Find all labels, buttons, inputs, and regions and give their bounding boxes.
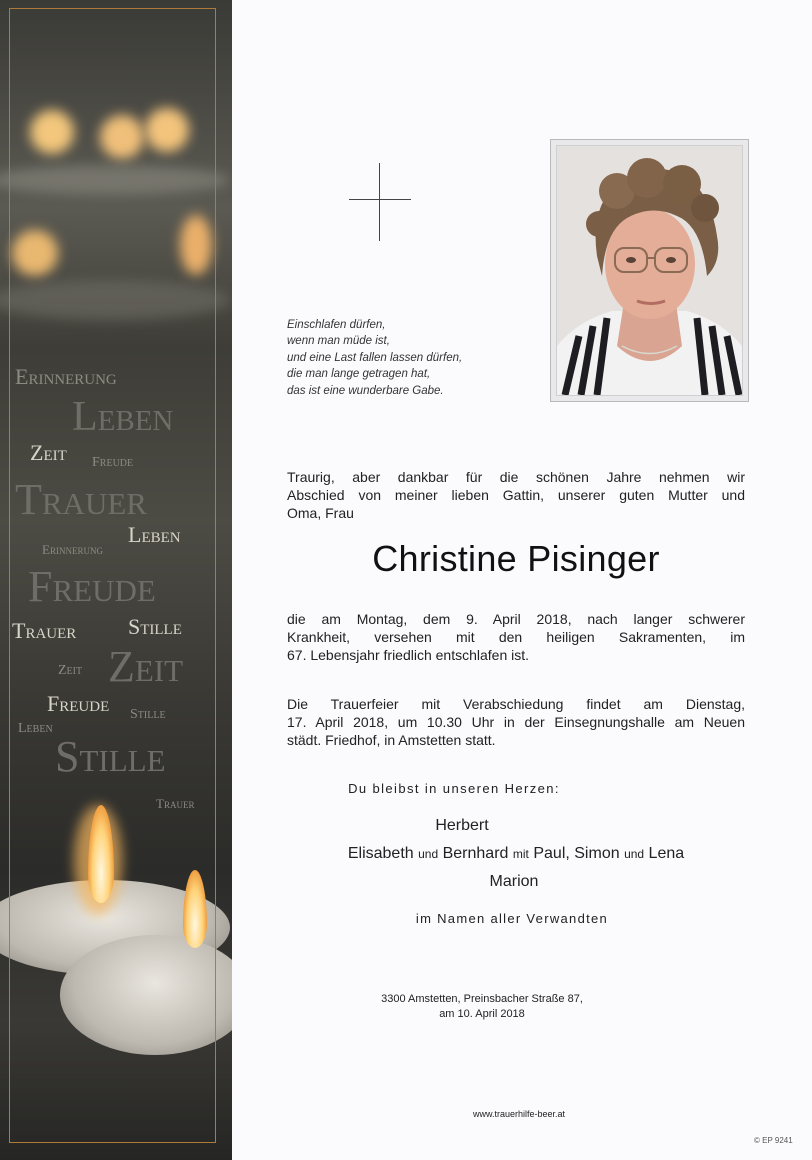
text-line: Traurig, aber dankbar für die schönen Jahre nehmen wir	[287, 469, 745, 485]
connector-word: und	[418, 847, 439, 861]
sidebar-word: Freude	[47, 691, 110, 716]
funeral-notice-paragraph	[287, 695, 745, 749]
text-line: städt. Friedhof, in Amstetten statt.	[287, 732, 496, 748]
sidebar-word: Trauer	[15, 475, 147, 524]
mourner-line: Herbert	[435, 817, 489, 834]
portrait-photo	[550, 139, 749, 402]
text-line: 67. Lebensjahr friedlich entschlafen ist.	[287, 647, 530, 663]
text-line: die am Montag, dem 9. April 2018, nach langer schwerer	[287, 611, 745, 627]
sidebar-word: Erinnerung	[15, 364, 117, 389]
date-line: am 10. April 2018	[439, 1008, 525, 1020]
sidebar-word: Zeit	[108, 642, 184, 691]
sidebar-word: Erinnerung	[42, 542, 103, 557]
sidebar-word: Leben	[72, 394, 174, 440]
sidebar-word: Trauer	[12, 618, 77, 643]
quote-line: die man lange getragen hat,	[287, 368, 431, 381]
remembrance-line: Du bleibst in unseren Herzen:	[348, 781, 560, 796]
text-line: Krankheit, versehen mit den heiligen Sakramenten, im	[287, 629, 745, 645]
address-line: 3300 Amstetten, Preinsbacher Straße 87,	[381, 993, 583, 1005]
quote-line: das ist eine wunderbare Gabe.	[287, 384, 444, 397]
mourner-name: Lena	[648, 845, 685, 862]
quote-line: wenn man müde ist,	[287, 335, 390, 348]
product-code: © EP 9241	[754, 1136, 793, 1145]
memorial-quote	[287, 317, 462, 399]
mourner-name: Bernhard	[442, 845, 509, 862]
place-date	[253, 992, 711, 1022]
candle-sidebar-image	[0, 0, 232, 1160]
website-link[interactable]: www.trauerhilfe-beer.at	[472, 1109, 566, 1119]
text-line: Oma, Frau	[287, 505, 354, 521]
sidebar-word: Leben	[128, 522, 181, 547]
text-line: Die Trauerfeier mit Verabschiedung findet am Dienstag,	[287, 696, 745, 712]
mourner-name: Elisabeth	[347, 845, 414, 862]
mourner-line	[287, 845, 745, 863]
sidebar-word: Freude	[28, 562, 156, 611]
relatives-line: im Namen aller Verwandten	[415, 911, 609, 926]
death-notice-paragraph	[287, 610, 745, 664]
quote-line: Einschlafen dürfen,	[287, 319, 386, 331]
connector-word: mit	[512, 847, 529, 861]
sidebar-word: Stille	[128, 614, 182, 639]
portrait-image	[557, 146, 742, 395]
deceased-name: Christine Pisinger	[372, 538, 660, 579]
sidebar-word: Zeit	[58, 663, 83, 678]
sidebar-word: Leben	[18, 721, 53, 736]
text-line: 17. April 2018, um 10.30 Uhr in der Einsegnungshalle am Neuen	[287, 714, 745, 730]
text-line: Abschied von meiner lieben Gattin, unserer guten Mutter und	[287, 487, 745, 503]
sidebar-word: Zeit	[30, 440, 67, 465]
sidebar-word: Trauer	[156, 796, 195, 811]
mourner-name: Paul, Simon	[533, 845, 620, 862]
sidebar-word: Stille	[130, 707, 166, 722]
quote-line: und eine Last fallen lassen dürfen,	[287, 351, 463, 364]
sidebar-frame	[9, 8, 216, 1143]
sidebar-word: Freude	[92, 455, 134, 470]
mourner-line: Marion	[489, 873, 539, 890]
connector-word: und	[624, 847, 645, 861]
sidebar-word: Stille	[55, 732, 166, 781]
intro-paragraph	[287, 468, 745, 522]
cross-icon	[349, 163, 411, 241]
